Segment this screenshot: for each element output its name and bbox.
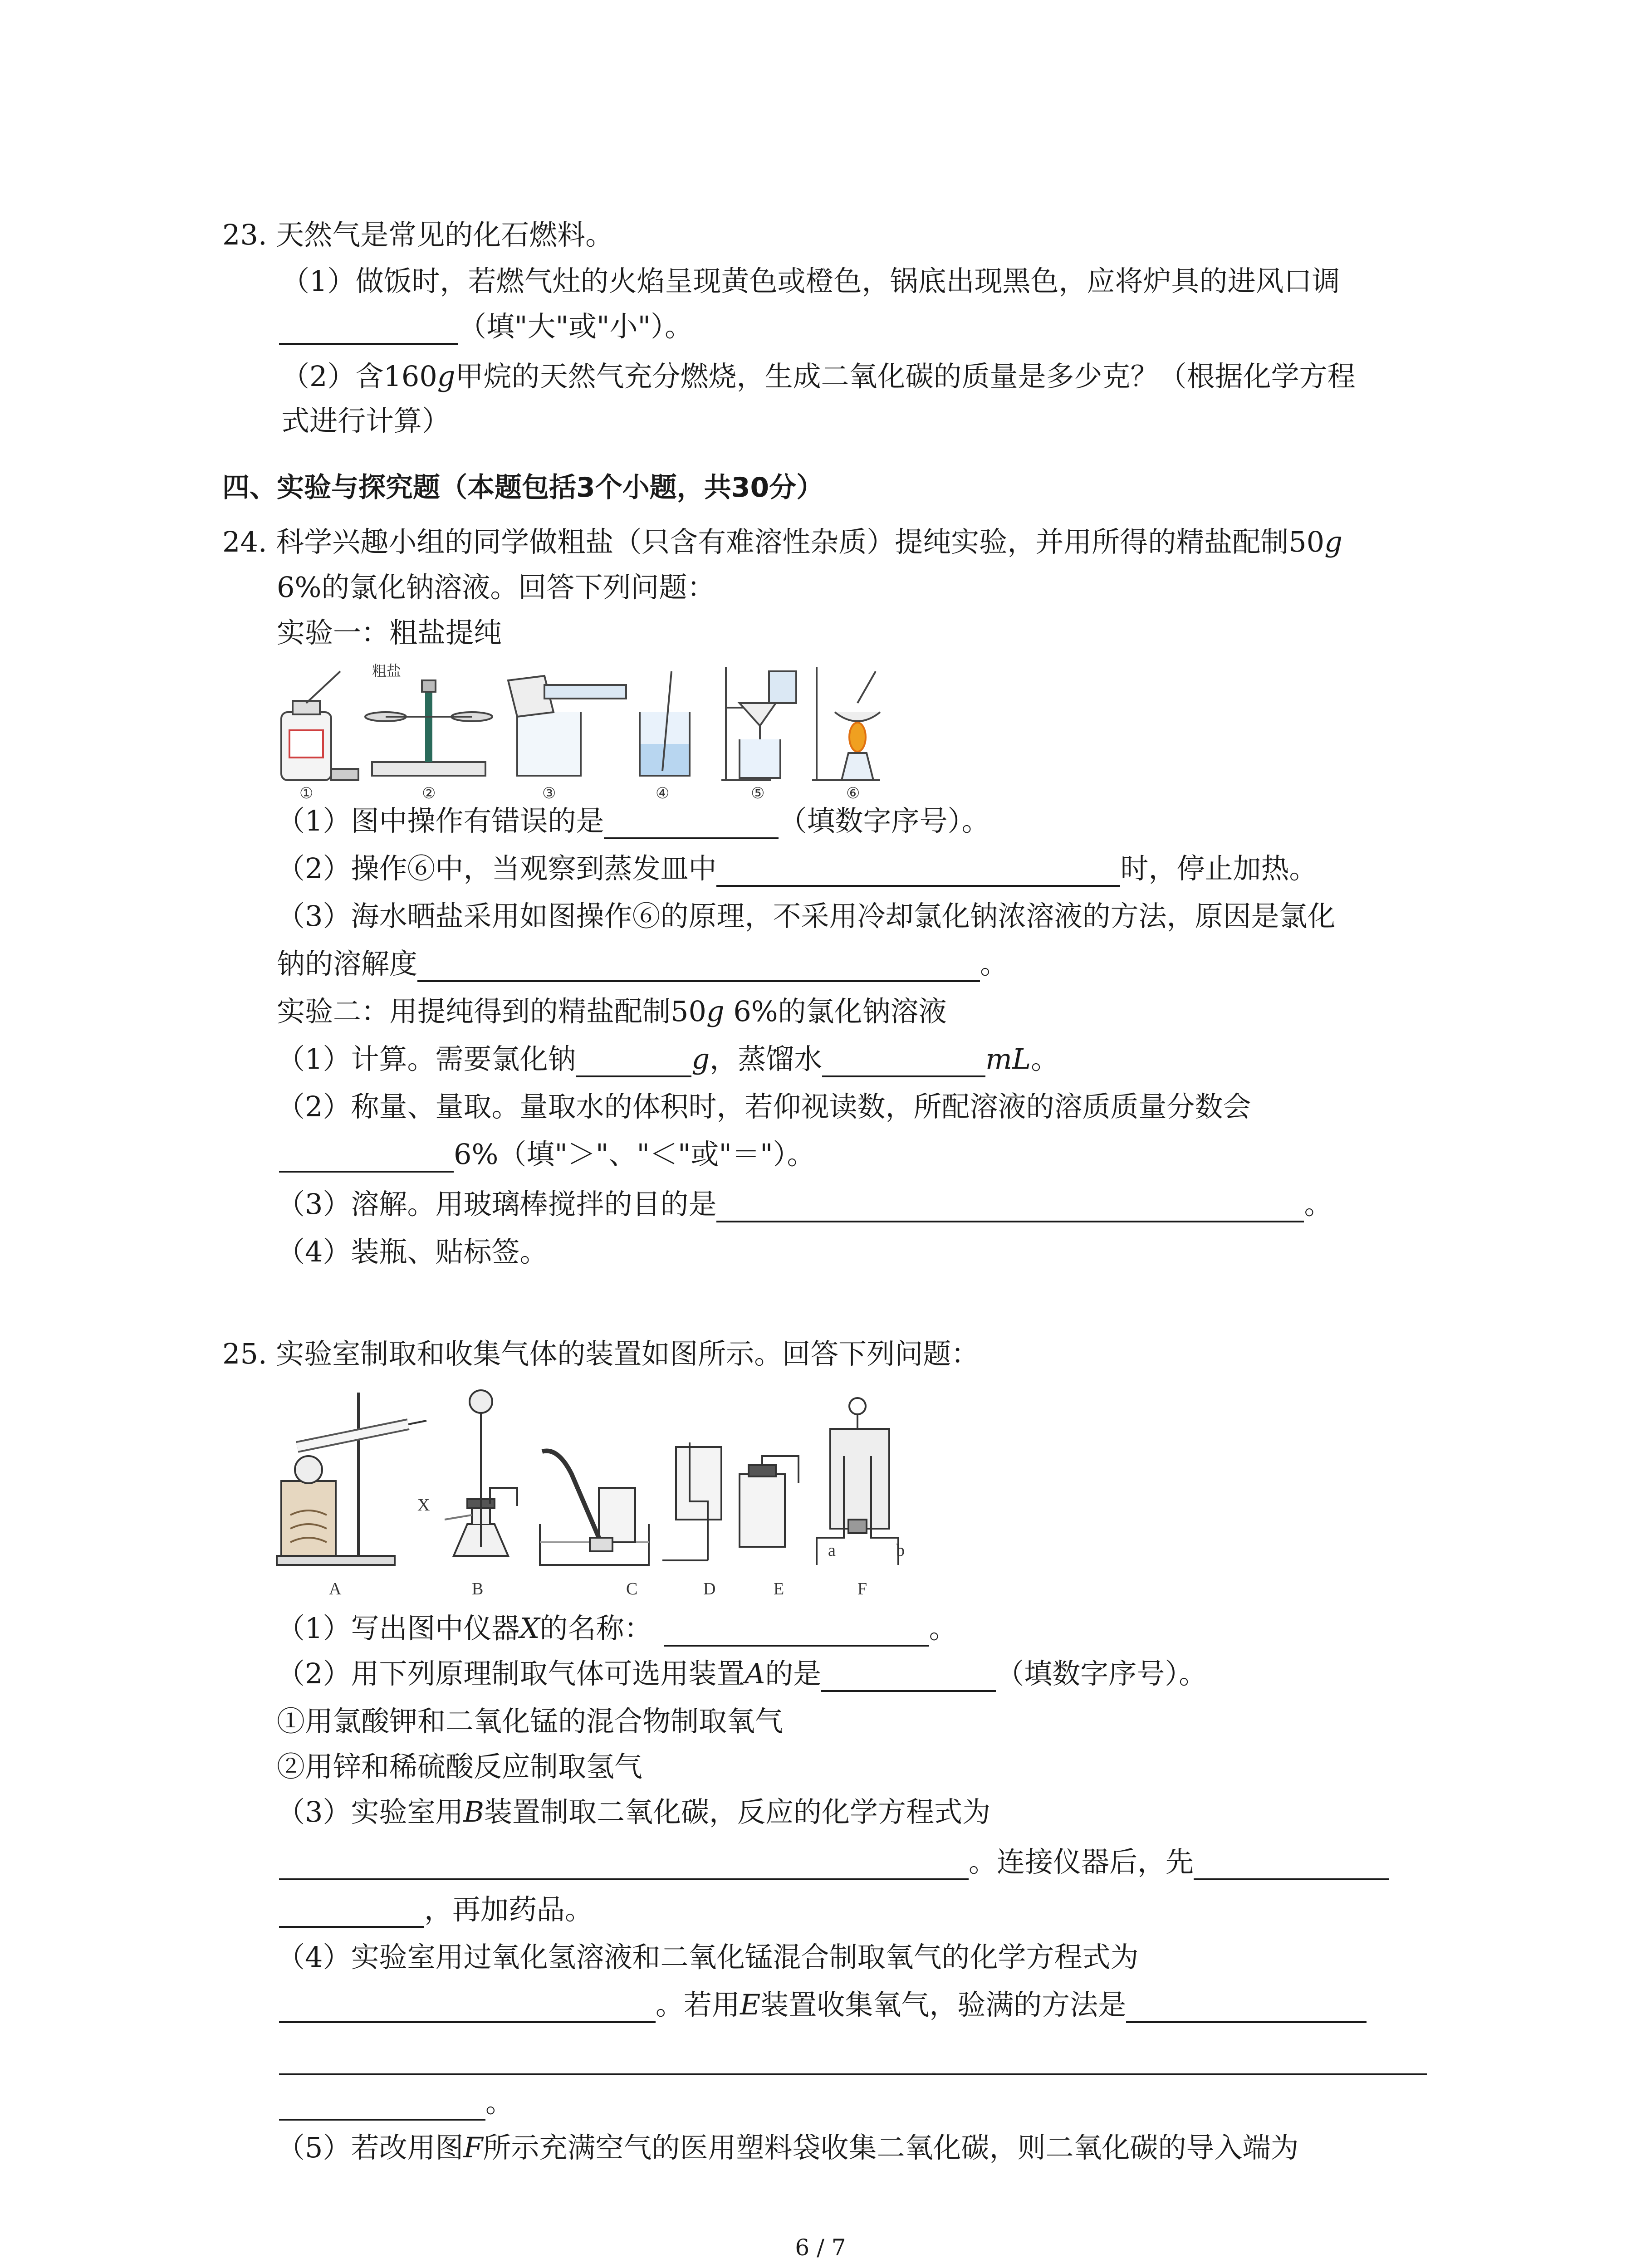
fig-label: ⑤ (751, 784, 765, 802)
q24-exp1-q1: （1）图中操作有错误的是 （填数字序号）。 (277, 803, 989, 839)
q24-exp2-q2-line2: 6%（填"＞"、"＜"或"＝"）。 (279, 1136, 815, 1173)
figure-text-crude-salt: 粗盐 (372, 662, 402, 679)
answer-blank[interactable] (1194, 1851, 1389, 1880)
answer-blank[interactable] (716, 858, 1120, 887)
q25-q1: （1）写出图中仪器X的名称： 。 (277, 1610, 957, 1647)
fig-label: E (774, 1579, 784, 1598)
answer-blank[interactable] (279, 316, 458, 345)
q25-title: 25. 实验室制取和收集气体的装置如图所示。回答下列问题： (222, 1337, 980, 1370)
q24-exp1-q3-line2: 钠的溶解度 。 (277, 946, 1008, 982)
fig-label-a: a (828, 1541, 836, 1560)
answer-blank[interactable] (279, 2092, 485, 2121)
apparatus-e-icon (740, 1456, 798, 1547)
fig-label: C (626, 1579, 638, 1598)
q25-option-2: ②用锌和稀硫酸反应制取氢气 (277, 1750, 643, 1783)
apparatus-c-icon (540, 1451, 649, 1565)
answer-blank[interactable] (279, 2046, 1427, 2075)
answer-blank[interactable] (576, 1048, 691, 1077)
fig-label: ② (422, 784, 436, 802)
q25-q2: （2）用下列原理制取气体可选用装置A的是 （填数字序号）。 (277, 1656, 1207, 1692)
answer-blank[interactable] (1126, 1994, 1367, 2023)
q23-title: 23. 天然气是常见的化石燃料。 (222, 218, 614, 251)
answer-blank[interactable] (822, 1048, 985, 1077)
q25-q4-line1: （4）实验室用过氧化氢溶液和二氧化锰混合制取氧气的化学方程式为 (277, 1941, 1139, 1974)
section-heading: 四、实验与探究题（本题包括3个小题，共30分） (222, 472, 824, 503)
fig-label: ① (299, 784, 314, 802)
q25-q3-line1: （3）实验室用B装置制取二氧化碳，反应的化学方程式为 (277, 1795, 991, 1828)
q25-q4-line3 (279, 2039, 1427, 2075)
fig-label: ④ (656, 784, 670, 802)
q24-exp2-q2-line1: （2）称量、量取。量取水的体积时，若仰视读数，所配溶液的溶质质量分数会 (277, 1090, 1251, 1123)
answer-blank[interactable] (279, 1851, 969, 1880)
q24-exp1-heading: 实验一：粗盐提纯 (277, 616, 502, 649)
q25-q5: （5）若改用图F所示充满空气的医用塑料袋收集二氧化碳，则二氧化碳的导入端为 (277, 2131, 1299, 2164)
page-number: 6 / 7 (795, 2234, 846, 2261)
answer-blank[interactable] (716, 1193, 1304, 1222)
balance-icon (365, 680, 492, 776)
q25-q4-line4: 。 (279, 2084, 514, 2121)
q24-exp2-heading: 实验二：用提纯得到的精盐配制50g 6%的氯化钠溶液 (277, 995, 947, 1028)
q24-exp1-q3-line1: （3）海水晒盐采用如图操作⑥的原理，不采用冷却氯化钠浓溶液的方法，原因是氯化 (277, 899, 1336, 933)
apparatus-a-icon (277, 1393, 426, 1565)
q24-exp1-q2: （2）操作⑥中，当观察到蒸发皿中 时，停止加热。 (277, 850, 1317, 887)
apparatus-d-icon (662, 1442, 721, 1560)
q24-title-line2: 6%的氯化钠溶液。回答下列问题： (277, 571, 715, 604)
beaker-paper-icon (508, 676, 626, 776)
q25-q4-line2: 。若用E装置收集氧气，验满的方法是 (279, 1987, 1367, 2023)
answer-blank[interactable] (664, 1618, 929, 1647)
q23-part1-line2 (279, 308, 693, 345)
q23-part2-line1: （2）含160g甲烷的天然气充分燃烧，生成二氧化碳的质量是多少克？（根据化学方程 (281, 360, 1356, 393)
q24-exp2-q4: （4）装瓶、贴标签。 (277, 1235, 548, 1268)
fig-label: F (857, 1579, 867, 1598)
q24-exp2-q3: （3）溶解。用玻璃棒搅拌的目的是 。 (277, 1186, 1332, 1222)
q24-exp2-q1: （1）计算。需要氯化钠 g，蒸馏水 mL。 (277, 1041, 1059, 1077)
gas-apparatus-figure (272, 1383, 953, 1601)
answer-blank[interactable] (279, 1994, 656, 2023)
answer-blank[interactable] (279, 1899, 424, 1928)
q25-q3-line3: ，再加药品。 (279, 1892, 593, 1928)
fig-label-b: b (896, 1541, 905, 1560)
filtration-icon (721, 667, 796, 780)
fig-label-x: X (417, 1496, 430, 1515)
q23-part2-line2: 式进行计算） (281, 404, 451, 437)
q23-part1-line1: （1）做饭时，若燃气灶的火焰呈现黄色或橙色，锅底出现黑色，应将炉具的进风口调 (281, 264, 1340, 298)
answer-blank[interactable] (417, 953, 980, 982)
evaporation-icon (812, 667, 880, 780)
reagent-bottle-icon (281, 671, 358, 780)
apparatus-f-icon (817, 1398, 898, 1565)
q25-q3-line2: 。连接仪器后，先 (279, 1844, 1389, 1880)
fig-label: ③ (542, 784, 556, 802)
answer-blank[interactable] (279, 1144, 454, 1173)
answer-blank[interactable] (821, 1663, 996, 1692)
q24-title-line1: 24. 科学兴趣小组的同学做粗盐（只含有难溶性杂质）提纯实验，并用所得的精盐配制50g (222, 525, 1342, 558)
answer-blank[interactable] (604, 810, 779, 839)
fig-label: A (329, 1579, 342, 1598)
q25-option-1: ①用氯酸钾和二氧化锰的混合物制取氧气 (277, 1705, 784, 1738)
q23-part1-suffix: （填"大"或"小"）。 (458, 310, 693, 343)
fig-label: D (703, 1579, 716, 1598)
fig-label: B (472, 1579, 484, 1598)
apparatus-b-icon (445, 1390, 517, 1556)
beaker-rod-icon (640, 671, 690, 776)
fig-label: ⑥ (846, 784, 860, 802)
salt-purification-figure (272, 658, 975, 803)
